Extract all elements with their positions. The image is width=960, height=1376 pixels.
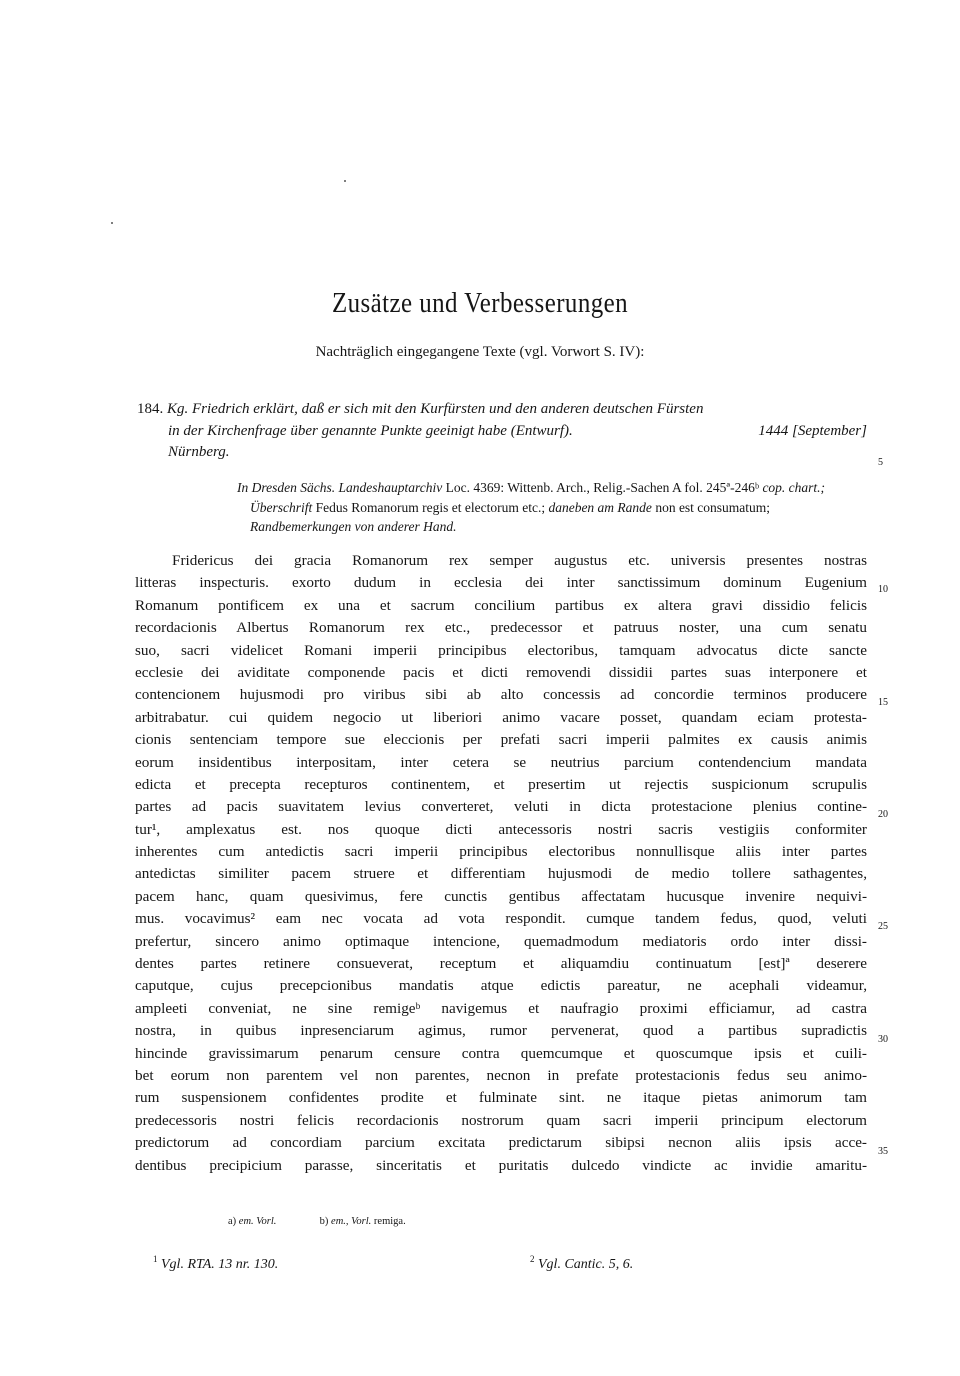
apparatus-b-reading: remiga. — [373, 1216, 406, 1227]
page-subtitle: Nachträglich eingegangene Texte (vgl. Vorwort S. IV): — [315, 344, 645, 360]
body-line: antedictas similiter pacem struere et differentiam hujusmodi de medio tollere sathagentes, — [135, 865, 867, 883]
body-line: hincinde gravissimarum penarum censure contra quemcumque et quoscumque ipsis et cuili- — [135, 1044, 867, 1062]
footnote-2 — [530, 1249, 633, 1275]
entry-heading — [137, 399, 867, 464]
margin-line-number: 5 — [878, 457, 883, 468]
body-line: caputque, cujus precepcionibus mandatis atque edictis pareatur, ne acephali videamur, — [135, 977, 867, 995]
scan-speck — [344, 180, 346, 182]
margin-line-number: 25 — [878, 921, 888, 932]
footnote-2-mark: 2 — [530, 1254, 535, 1264]
apparatus-a-label: a) — [228, 1216, 237, 1227]
document-body — [135, 550, 867, 1177]
source-margin-text: non est consumatum; — [655, 499, 771, 515]
body-line: cionis sentenciam tempore sue eleccionis per prefati sacri imperii palmites ex causis animis — [135, 731, 867, 749]
entry-number: 184. — [137, 401, 164, 417]
source-archive-shelfmark: Loc. 4369: Wittenb. Arch., Relig.-Sachen A — [445, 480, 682, 495]
body-line: partes ad pacis suavitatem levius converteret, veluti in dicta protestacione plenius contine- — [135, 798, 867, 816]
body-line: predictorum ad concordiam parcium excitata predictarum sibipsi necnon aliis ipsis acce- — [135, 1134, 867, 1152]
entry-heading-line2-text: in der Kirchenfrage über genannte Punkte geeinigt habe (Entwurf). — [168, 422, 573, 439]
body-line: arbitrabatur. cui quidem negocio ut liberiori animo vacare posset, quandam eciam protesta- — [135, 708, 867, 726]
body-line: predecessoris nostri felicis recordacionis nostrorum quam sacri imperii principum electorum — [135, 1111, 867, 1129]
body-line: ecclesie dei aviditate componende pacis et dicti removendi dissidii partes suas interponere et — [135, 663, 867, 681]
apparatus-a-text: em. Vorl. — [238, 1216, 277, 1227]
page-title: Zusätze und Verbesserungen — [331, 287, 629, 319]
margin-line-number: 10 — [878, 584, 888, 595]
body-line: rum suspensionem confidentes prodite et fulminate sint. ne itaque pietas animorum tam — [135, 1089, 867, 1107]
body-line: Romanum pontificem ex una et sacrum concilium partibus ex altera gravi dissidio felicis — [135, 596, 867, 614]
footnote-1-text: Vgl. RTA. 13 nr. 130. — [161, 1257, 279, 1272]
source-heading-text: Fedus Romanorum regis et electorum etc.; — [315, 499, 546, 515]
source-folio: fol. 245ª-246ᵇ — [684, 480, 760, 495]
body-line: ampleeti conveniat, ne sine remigeᵇ navigemus et naufragio proximi efficiamur, ad castra — [135, 999, 867, 1017]
source-margin-label: daneben am Rande — [548, 499, 652, 515]
footnote-2-text: Vgl. Cantic. 5, 6. — [538, 1257, 634, 1272]
margin-line-number: 35 — [878, 1146, 888, 1157]
body-line: suo, sacri videlicet Romani imperii principibus electoribus, tamquam advocatus dicte sancte — [135, 641, 867, 659]
source-margin-note: Randbemerkungen von anderer Hand. — [250, 519, 457, 534]
entry-heading-line2 — [137, 421, 867, 443]
body-line: contencionem hujusmodi pro viribus sibi ab alto concessis ad concordie terminos producere — [135, 686, 867, 704]
footnote-1-mark: 1 — [153, 1254, 158, 1264]
margin-line-number: 15 — [878, 697, 888, 708]
body-line: tur¹, amplexatus est. nos quoque dicti antecessoris nostri sacris vestigiis conformiter — [135, 820, 867, 838]
body-line: inherentes cum antedictis sacri imperii principibus electoribus nonnullisque aliis inter partes — [135, 843, 867, 861]
entry-date: 1444 [September] — [758, 422, 867, 439]
scan-speck — [111, 222, 113, 224]
footnote-1 — [153, 1249, 278, 1275]
body-line: pacem hanc, quam quesivimus, fere cunctis gentibus affectatam hucusque invenire nequivi- — [135, 887, 867, 905]
body-line: Fridericus dei gracia Romanorum rex semper augustus etc. universis presentes nostras — [172, 552, 867, 569]
critical-apparatus — [228, 1214, 406, 1230]
entry-heading-line1: Kg. Friedrich erklärt, daß er sich mit den Kurfürsten und den anderen deutschen Fürsten — [167, 401, 704, 417]
body-line: litteras inspecturis. exorto dudum in ecclesia dei inter sanctissimum dominum Eugenium — [135, 574, 867, 592]
entry-place-line — [137, 442, 867, 464]
apparatus-b-text: em., Vorl. — [331, 1216, 372, 1227]
body-line: dentes partes retinere consueverat, receptum et aliquamdiu continuatum [est]ª deserere — [135, 955, 867, 973]
body-line: nostra, in quibus inpresenciarum agimus, rumor pervenerat, quod a partibus supradictis — [135, 1022, 867, 1040]
body-line: edicta et precepta recepturos continentem, et presertim ut rejectis suspicionum scrupulis — [135, 775, 867, 793]
source-description — [237, 478, 867, 537]
body-line: mus. vocavimus² eam nec vocata ad vota respondit. cumque tandem fedus, quod, veluti — [135, 910, 867, 928]
source-archive: In Dresden Sächs. Landeshauptarchiv — [237, 480, 443, 495]
body-line: recordacionis Albertus Romanorum rex etc., predecessor et patruus noster, una cum senatu — [135, 619, 867, 637]
body-line: eorum insidentibus interpositam, inter cetera se neutrius parcium contendencium mandata — [135, 753, 867, 771]
source-copy-type: cop. chart.; Überschrift — [250, 480, 826, 515]
body-line: prefertur, sincero animo optimaque intencione, quemadmodum mediatoris ordo inter dissi- — [135, 932, 867, 950]
apparatus-b-label: b) — [319, 1216, 329, 1227]
margin-line-number: 30 — [878, 1034, 888, 1045]
margin-line-number: 20 — [878, 809, 888, 820]
body-line: bet eorum non parentem vel non parentes, necnon in prefate protestacionis fedus seu animo- — [135, 1066, 867, 1084]
entry-place: Nürnberg. — [168, 444, 230, 460]
body-line: dentibus precipicium parasse, sinceritatis et puritatis dulcedo vindicte ac invidie amaritu- — [135, 1156, 867, 1174]
